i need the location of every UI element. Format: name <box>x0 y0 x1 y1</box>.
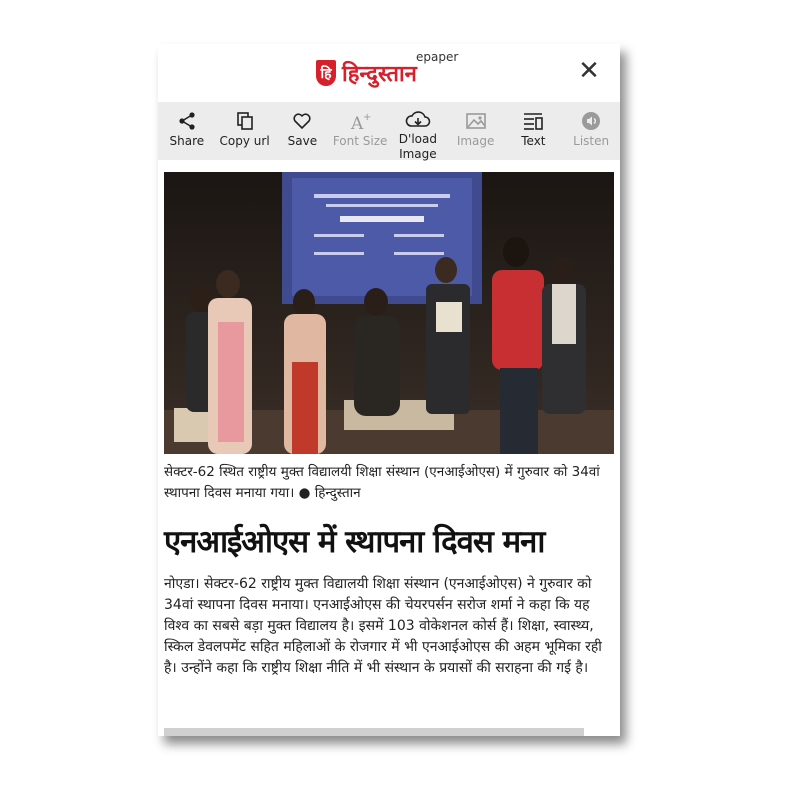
photo-caption: सेक्टर-62 स्थित राष्ट्रीय मुक्त विद्यालयी शिक्षा संस्थान (एनआईओएस) में गुरुवार को 34वां स्थापना दिवस मनाया गया। ● हिन्दुस्तान <box>164 464 600 501</box>
logo-text: हिन्दुस्तान <box>342 62 417 87</box>
logo-mark: हि <box>316 60 336 86</box>
copy-url-button[interactable] <box>216 102 274 160</box>
text-mode-label: Text <box>521 134 546 148</box>
image-mode-label: Image <box>456 134 495 148</box>
share-button[interactable] <box>158 102 216 160</box>
copy-icon <box>235 110 255 132</box>
svg-text:A: A <box>351 114 364 131</box>
font-size-label: Font Size <box>332 134 388 148</box>
article-photo-illustration <box>164 172 614 454</box>
text-icon <box>522 110 544 132</box>
hindustan-logo <box>316 56 417 90</box>
image-icon <box>465 110 487 132</box>
save-button[interactable] <box>274 102 332 160</box>
article-body: नोएडा। सेक्टर-62 राष्ट्रीय मुक्त विद्यालयी शिक्षा संस्थान (एनआईओएस) ने गुरुवार को 34वां स्थापना दिवस मनाया। एनआईओएस की चेयरपर्सन सरोज शर्मा ने कहा कि यह विश्व का सबसे बड़ा मुक्त विद्यालय है। इसमें 103 वोकेशनल कोर्स हैं। शिक्षा, स्वास्थ्य, स्किल डेवलपमेंट सहित महिलाओं के रोजगार में भी एनआईओएस की अहम भूमिका रही है। उन्होंने कहा कि राष्ट्रीय शिक्षा नीति में भी संस्थान के प्रयासों की सराहना की गई है। <box>164 576 602 676</box>
share-icon <box>177 110 197 132</box>
save-label: Save <box>287 134 318 148</box>
listen-label: Listen <box>573 134 610 148</box>
download-image-button[interactable] <box>389 102 447 160</box>
heart-icon <box>292 110 312 132</box>
article-headline: एनआईओएस में स्थापना दिवस मना <box>164 524 545 560</box>
image-mode-button[interactable] <box>447 102 505 160</box>
download-image-label: D'load Image <box>398 132 437 161</box>
font-size-button[interactable] <box>331 102 389 160</box>
download-cloud-icon <box>405 110 431 130</box>
svg-text:+: + <box>363 112 372 123</box>
article-photo <box>164 172 614 454</box>
close-icon[interactable]: ✕ <box>578 56 600 86</box>
copy-url-label: Copy url <box>219 134 270 148</box>
speaker-icon <box>580 110 602 132</box>
logo-epaper-label: epaper <box>416 50 459 64</box>
listen-button[interactable] <box>562 102 620 160</box>
share-label: Share <box>169 134 205 148</box>
epaper-viewer-card <box>158 44 620 736</box>
text-mode-button[interactable] <box>505 102 563 160</box>
truncated-next-line <box>164 728 584 736</box>
article-toolbar <box>158 102 620 160</box>
font-size-icon <box>349 110 371 132</box>
viewer-header <box>158 44 620 100</box>
